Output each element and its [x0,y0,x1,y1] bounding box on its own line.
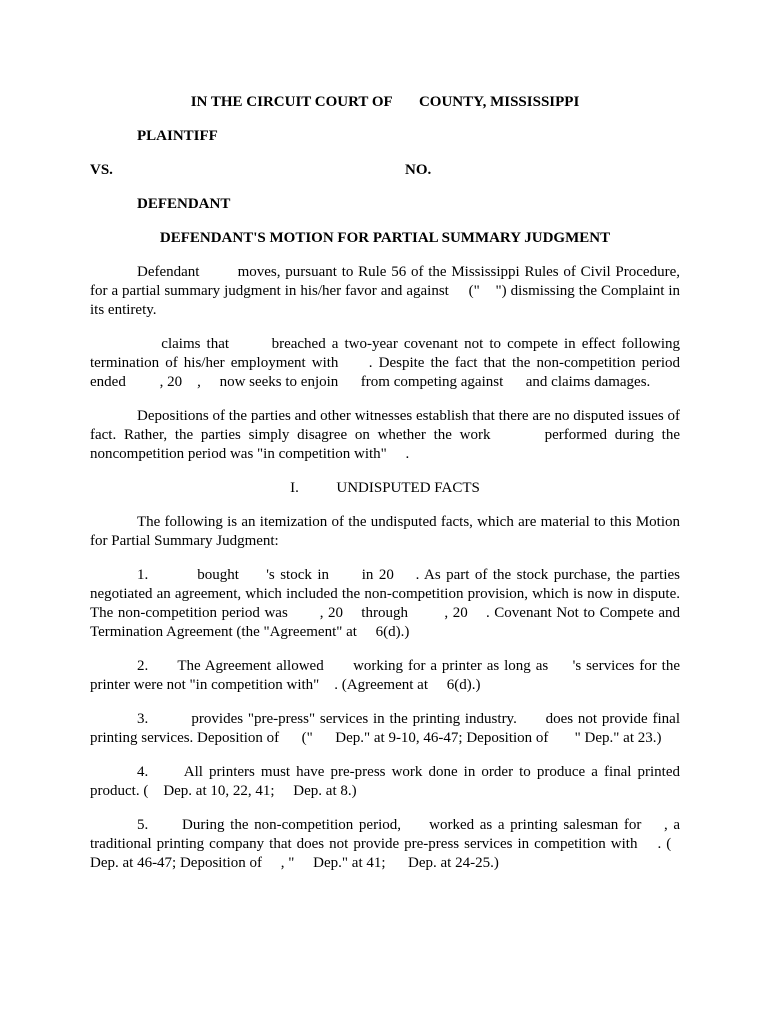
vs-no-line [90,161,680,180]
undisputed-facts-heading: I. UNDISPUTED FACTS [290,480,480,496]
fact-item-5: 5. During the non-competition period, worked as a printing salesman for , a traditional printing company that does not provide pre-press services in competition with . ( Dep. at 46-47; Deposition of , " Dep." at 41; Dep. at 24-25.) [90,817,680,871]
intro-paragraph: Defendant moves, pursuant to Rule 56 of the Mississippi Rules of Civil Procedure, for a partial summary judgment in his/her favor and against (" ") dismissing the Complaint in its entirety. [90,264,680,318]
case-number-label: NO. [405,162,432,178]
defendant-label: DEFENDANT [137,196,231,212]
motion-title: DEFENDANT'S MOTION FOR PARTIAL SUMMARY JUDGMENT [159,230,611,246]
depositions-paragraph: Depositions of the parties and other witnesses establish that there are no disputed issues of fact. Rather, the parties simply disagree on whether the work performed during the noncompetition period was "in competition with" . [90,408,680,462]
claims-paragraph: claims that breached a two-year covenant not to compete in effect following termination of his/her employment with . Despite the fact that the non-competition period ended , 20 , now seeks to enjoin from competing against and claims damages. [90,336,680,390]
fact-item-2: 2. The Agreement allowed working for a printer as long as 's services for the printer were not "in competition with" . (Agreement at 6(d).) [90,658,680,693]
court-line: IN THE CIRCUIT COURT OF COUNTY, MISSISSIPPI [190,94,580,110]
itemization-intro-paragraph: The following is an itemization of the undisputed facts, which are material to this Motion for Partial Summary Judgment: [90,514,680,549]
plaintiff-label: PLAINTIFF [137,128,218,144]
fact-item-4: 4. All printers must have pre-press work done in order to produce a final printed product. ( Dep. at 10, 22, 41; Dep. at 8.) [90,764,680,799]
vs-label: VS. [90,162,113,178]
fact-item-3: 3. provides "pre-press" services in the printing industry. does not provide final printing services. Deposition of (" Dep." at 9-10, 46-47; Deposition of " Dep." at 23.) [90,711,680,746]
fact-item-1: 1. bought 's stock in in 20 . As part of the stock purchase, the parties negotiated an agreement, which included the non-competition provision, which is now in dispute. The non-competition period was , 20 through , 20 . Covenant Not to Compete and Termination Agreement (the "Agreement" at 6(d).) [90,567,680,640]
